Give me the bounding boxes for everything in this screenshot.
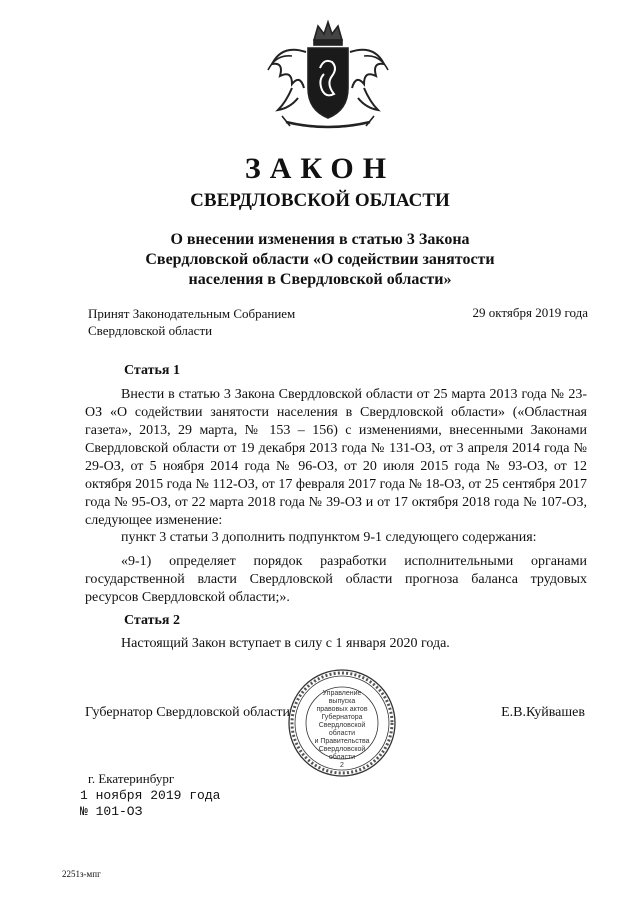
article-1-point: пункт 3 статьи 3 дополнить подпунктом 9-1 следующего содержания: — [121, 530, 537, 545]
city: г. Екатеринбург — [88, 771, 175, 786]
article-1-text: Внести в статью 3 Закона Свердловской области от 25 марта 2013 года № 23-ОЗ «О содействии занятости населения в Свердловской области» («Областная газета», 2013, 29 марта, № 153 – 156) с изменениями, внесенными Законами Свердловской области от 19 декабря 2013 года № 131-ОЗ, от 3 апреля 2014 года № 29-ОЗ, от 5 ноября 2014 года № 96-ОЗ, от 20 июля 2015 года № 93-ОЗ, от 12 октября 2015 года № 112-ОЗ, от 17 февраля 2017 года № 18-ОЗ, от 25 сентября 2017 года № 95-ОЗ, от 22 марта 2018 года № 39-ОЗ и от 17 октября 2018 года № 107-ОЗ, следующее изменение: — [85, 387, 587, 528]
seal-line: 2 — [340, 762, 344, 769]
signing-date: 1 ноября 2019 года — [80, 788, 221, 803]
seal-line: Губернатора — [321, 714, 363, 721]
subject-line: населения в Свердловской области» — [188, 271, 452, 288]
law-subject — [110, 230, 530, 290]
law-number: № 101-ОЗ — [80, 804, 143, 819]
law-title: ЗАКОН — [244, 152, 396, 185]
article-2-heading: Статья 2 — [124, 613, 180, 628]
seal-text — [305, 690, 379, 770]
region-title: СВЕРДЛОВСКОЙ ОБЛАСТИ — [190, 190, 450, 211]
seal-line: и Правительства — [314, 738, 370, 745]
adopted-by — [88, 305, 348, 339]
coat-of-arms-icon — [262, 18, 394, 134]
article-1-heading: Статья 1 — [124, 363, 180, 378]
article-1-quote: «9-1) определяет порядок разработки исполнительными органами государственной власти Свердловской области прогноза баланса трудовых ресурсов Свердловской области;». — [85, 554, 587, 605]
signatory-title: Губернатор Свердловской области — [85, 705, 290, 720]
subject-line: О внесении изменения в статью 3 Закона — [170, 231, 470, 248]
footer-code: 2251з-мпг — [62, 869, 101, 879]
article-2-text: Настоящий Закон вступает в силу с 1 января 2020 года. — [121, 636, 450, 651]
seal-line: Свердловской — [318, 746, 366, 753]
seal-line: выпуска — [328, 698, 356, 705]
seal-line: области — [328, 754, 356, 761]
signatory-name: Е.В.Куйвашев — [501, 705, 585, 720]
seal-line: правовых актов — [316, 706, 368, 713]
adopted-line: Свердловской области — [88, 323, 213, 338]
adopted-date: 29 октября 2019 года — [472, 305, 588, 320]
seal-line: Свердловской области — [318, 722, 366, 737]
adopted-line: Принят Законодательным Собранием — [88, 306, 296, 321]
subject-line: Свердловской области «О содействии занятости — [145, 251, 495, 268]
seal-line: Управление — [322, 690, 362, 697]
